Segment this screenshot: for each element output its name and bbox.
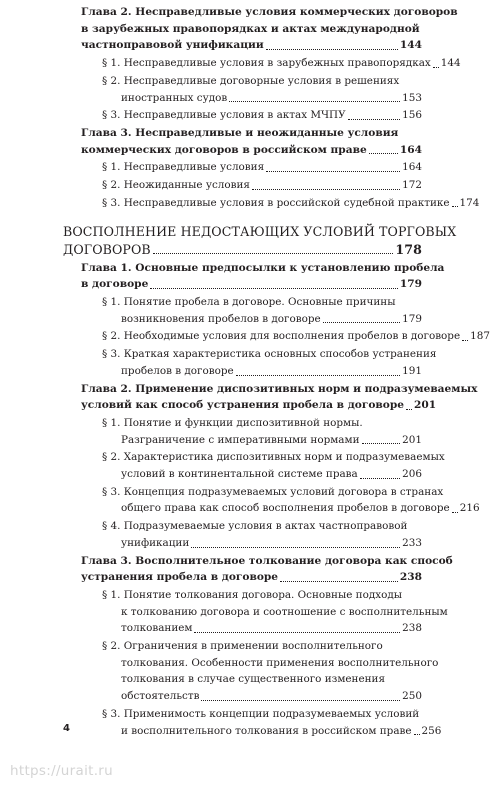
toc-entry-title-line: условий в континентальной системе права	[121, 468, 358, 480]
toc-entry-title-line: § 1. Несправедливые условия	[102, 161, 265, 174]
toc-entry-title-line: § 2. Характеристика диспозитивных норм и подразумеваемых	[102, 451, 445, 464]
toc-section-entry[interactable]	[102, 638, 439, 705]
toc-entry-title-line: Глава 3. Несправедливые и неожиданные условия	[81, 126, 399, 139]
toc-page-number: 144	[440, 57, 461, 70]
toc-entry-title-line: Разграничение с императивными нормами	[121, 433, 360, 446]
toc-page-number: 174	[459, 196, 480, 209]
toc-chapter-entry[interactable]	[81, 125, 422, 158]
dot-leader	[252, 189, 400, 190]
toc-page-number: 256	[421, 724, 442, 737]
toc-entry-title-line: § 3. Концепция подразумеваемых условий договора в странах	[102, 485, 444, 498]
dot-leader	[323, 322, 400, 323]
toc-page-number: 172	[402, 179, 422, 191]
toc-entry-title-line: ВОСПОЛНЕНИЕ НЕДОСТАЮЩИХ УСЛОВИЙ ТОРГОВЫХ	[63, 224, 457, 240]
toc-section-entry[interactable]	[102, 706, 442, 739]
toc-chapter-entry[interactable]	[81, 4, 458, 54]
toc-page-number: 201	[402, 433, 422, 446]
toc-section-entry[interactable]	[102, 107, 422, 124]
dot-leader	[266, 49, 398, 50]
page-number: 4	[63, 723, 70, 734]
toc-entry-title-line: условий как способ устранения пробела в договоре	[81, 399, 404, 412]
dot-leader	[194, 632, 400, 633]
toc-entry-title-line: к толкованию договора и соотношение с восполнительным	[121, 605, 448, 618]
toc-page-number: 178	[395, 241, 422, 257]
toc-section-entry[interactable]	[102, 55, 461, 72]
dot-leader	[229, 101, 400, 102]
toc-entry-title-line: § 2. Несправедливые договорные условия в решениях	[102, 74, 400, 87]
toc-page-number: 179	[399, 278, 422, 291]
toc-page-number: 201	[413, 399, 437, 412]
toc-entry-title-line: § 2. Необходимые условия для восполнения пробелов в договоре	[102, 330, 461, 343]
toc-entry-title-line: Глава 3. Восполнительное толкование договора как способ	[81, 554, 453, 567]
dot-leader	[452, 206, 458, 207]
toc-entry-title-line: толкованием	[121, 622, 193, 635]
toc-entry-title-line: унификации	[121, 536, 190, 549]
toc-entry-title-line: пробелов в договоре	[121, 364, 234, 377]
toc-entry-title-line: § 1. Понятие толкования договора. Основные подходы	[102, 588, 403, 601]
toc-page-number: 144	[399, 39, 422, 52]
toc-chapter-entry[interactable]	[81, 260, 445, 293]
dot-leader	[362, 443, 401, 444]
toc-section-entry[interactable]	[102, 587, 448, 637]
toc-page-number: 233	[402, 536, 422, 549]
dot-leader	[360, 478, 400, 479]
dot-leader	[191, 547, 400, 548]
toc-entry-title-line: § 1. Несправедливые условия в зарубежных правопорядках	[102, 57, 431, 70]
toc-section-entry[interactable]	[102, 449, 445, 482]
toc-entry-title-line: иностранных судов	[121, 91, 228, 104]
toc-entry-title-line: Глава 1. Основные предпосылки к установлению пробела	[81, 261, 445, 274]
toc-entry-title-line: в зарубежных правопорядках и актах международной	[81, 22, 420, 35]
toc-entry-title-line: Глава 2. Несправедливые условия коммерческих договоров	[81, 6, 458, 18]
toc-entry-title-line: в договоре	[81, 278, 149, 291]
toc-page-number: 191	[402, 364, 422, 377]
toc-entry-title-line: и восполнительного толкования в российском праве	[121, 724, 412, 737]
toc-chapter-entry[interactable]	[81, 381, 478, 414]
dot-leader	[452, 512, 458, 513]
toc-page-number: 156	[402, 109, 422, 122]
toc-section-entry[interactable]	[102, 328, 490, 345]
dot-leader	[150, 288, 398, 289]
dot-leader	[433, 67, 439, 68]
toc-section-entry[interactable]	[102, 195, 480, 212]
toc-section-entry[interactable]	[102, 346, 437, 379]
toc-page-number: 238	[402, 622, 422, 635]
toc-page-number: 216	[459, 502, 480, 515]
toc-page-number: 250	[402, 690, 422, 703]
toc-section-entry[interactable]	[102, 177, 422, 194]
toc-part-entry[interactable]	[63, 223, 457, 258]
toc-entry-title-line: толкования в случае существенного изменения	[121, 673, 386, 686]
toc-page-number: 153	[402, 91, 422, 104]
toc-entry-title-line: § 2. Неожиданные условия	[102, 179, 250, 191]
toc-section-entry[interactable]	[102, 294, 422, 327]
dot-leader	[348, 119, 401, 120]
dot-leader	[462, 340, 468, 341]
dot-leader	[369, 153, 398, 154]
toc-section-entry[interactable]	[102, 159, 422, 176]
toc-entry-title-line: § 3. Несправедливые условия в актах МЧПУ	[102, 109, 346, 122]
toc-page-number: 164	[399, 143, 422, 156]
dot-leader	[153, 253, 394, 254]
toc-entry-title-line: § 1. Понятие пробела в договоре. Основные причины	[102, 296, 396, 308]
toc-page-number: 187	[470, 330, 490, 343]
toc-section-entry[interactable]	[102, 484, 480, 517]
toc-entry-title-line: Глава 2. Применение диспозитивных норм и подразумеваемых	[81, 382, 478, 395]
dot-leader	[414, 734, 420, 735]
toc-page-number: 179	[402, 312, 422, 325]
toc-chapter-entry[interactable]	[81, 553, 453, 586]
toc-entry-title-line: § 3. Применимость концепции подразумеваемых условий	[102, 707, 420, 720]
toc-page-number: 206	[402, 468, 422, 480]
dot-leader	[201, 700, 400, 701]
toc-page-number: 164	[402, 161, 422, 174]
toc-entry-title-line: ДОГОВОРОВ	[63, 241, 151, 257]
toc-entry-title-line: обстоятельств	[121, 690, 200, 703]
source-watermark: https://urait.ru	[10, 763, 114, 779]
toc-entry-title-line: § 2. Ограничения в применении восполнительного	[102, 640, 383, 652]
toc-entry-title-line: § 1. Понятие и функции диспозитивной нормы.	[102, 416, 363, 429]
toc-entry-title-line: частноправовой унификации	[81, 39, 264, 52]
toc-entry-title-line: устранения пробела в договоре	[81, 571, 279, 584]
toc-entry-title-line: § 3. Несправедливые условия в российской судебной практике	[102, 196, 450, 209]
toc-entry-title-line: общего права как способ восполнения пробелов в договоре	[121, 502, 450, 515]
toc-section-entry[interactable]	[102, 73, 422, 106]
dot-leader	[236, 375, 400, 376]
dot-leader	[280, 581, 398, 582]
dot-leader	[406, 409, 412, 410]
dot-leader	[266, 171, 400, 172]
toc-entry-title-line: возникновения пробелов в договоре	[121, 312, 321, 325]
toc-entry-title-line: § 3. Краткая характеристика основных способов устранения	[102, 348, 437, 361]
toc-page-number: 238	[399, 571, 422, 584]
toc-entry-title-line: толкования. Особенности применения восполнительного	[121, 656, 439, 669]
toc-section-entry[interactable]	[102, 518, 422, 551]
toc-section-entry[interactable]	[102, 415, 422, 448]
toc-entry-title-line: § 4. Подразумеваемые условия в актах частноправовой	[102, 520, 408, 533]
toc-entry-title-line: коммерческих договоров в российском праве	[81, 143, 367, 156]
